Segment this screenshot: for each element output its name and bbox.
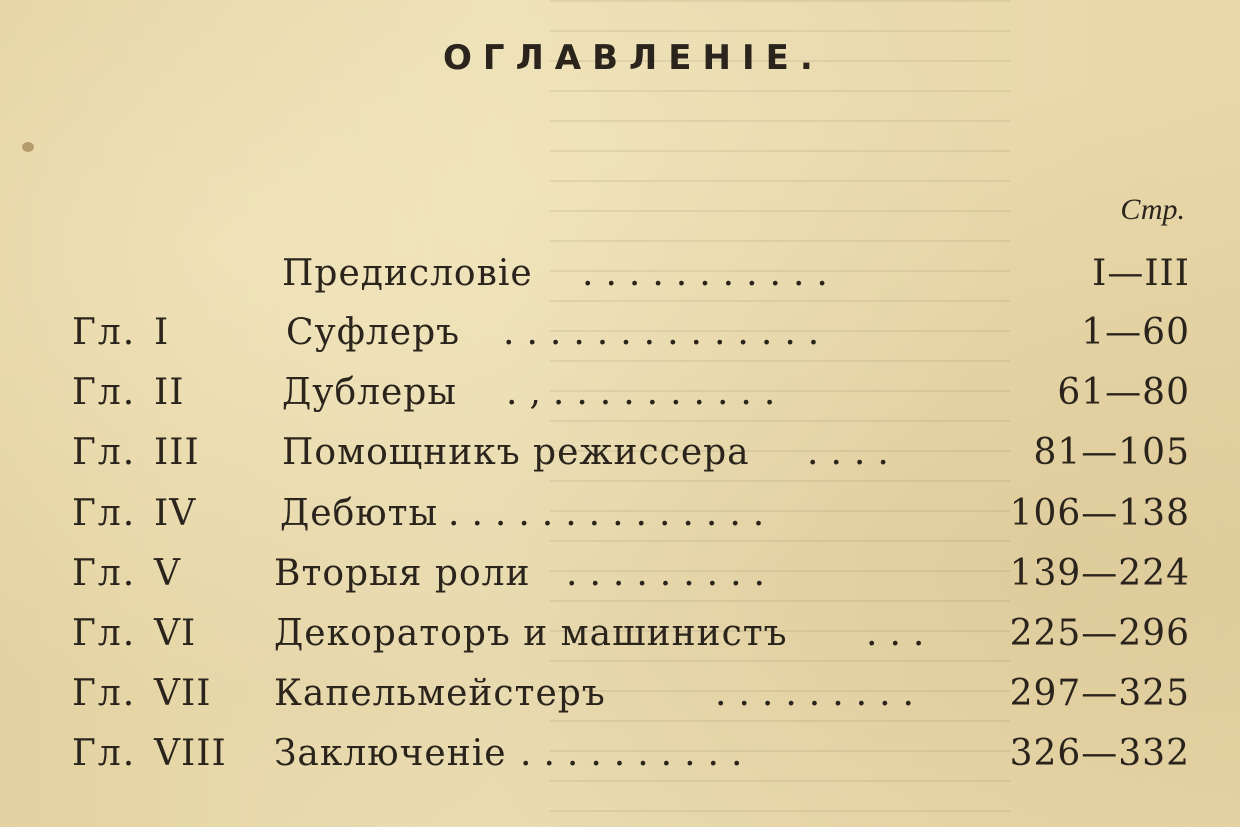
chapter-number: VII [154, 673, 212, 714]
chapter-prefix: Гл. [72, 673, 137, 714]
entry-title: Помощникъ режиссера [282, 432, 750, 473]
toc-entry-chapter-7 [0, 669, 1240, 719]
leader-dots: .............. [503, 312, 832, 353]
entry-title: Дебюты [280, 493, 439, 534]
entry-title: Декораторъ и машинистъ [274, 613, 788, 654]
entry-title: Заключеніе [274, 733, 507, 774]
entry-title: Предисловіе [282, 253, 533, 294]
leader-dots: .,.......... [506, 372, 788, 413]
page-range: 139—224 [1009, 553, 1190, 594]
chapter-prefix: Гл. [72, 312, 137, 353]
page-range: 61—80 [1057, 372, 1190, 413]
leader-dots: ......... [715, 673, 926, 714]
chapter-prefix: Гл. [72, 493, 137, 534]
entry-title: Дублеры [282, 372, 457, 413]
entry-title: Капельмейстеръ [274, 673, 606, 714]
page-column-label: Стр. [1120, 193, 1185, 226]
leader-dots: ......... [566, 553, 777, 594]
entry-title: Суфлеръ [286, 312, 461, 353]
toc-entry-chapter-6 [0, 609, 1240, 659]
chapter-number: VIII [154, 733, 227, 774]
leader-dots: .... [807, 432, 901, 473]
page-range: 326—332 [1009, 733, 1190, 774]
leader-dots: .......... [520, 733, 755, 774]
chapter-number: V [154, 553, 181, 594]
leader-dots: ... [866, 613, 937, 654]
toc-entry-chapter-2 [0, 368, 1240, 418]
page-range: I—III [1092, 253, 1190, 294]
chapter-number: VI [154, 613, 197, 654]
toc-entry-chapter-3 [0, 428, 1240, 478]
toc-entry-chapter-8 [0, 729, 1240, 779]
leader-dots: .............. [448, 493, 777, 534]
page-title: ОГЛАВЛЕНІЕ. [443, 38, 824, 78]
chapter-number: I [154, 312, 170, 353]
chapter-prefix: Гл. [72, 733, 137, 774]
page-range: 81—105 [1033, 432, 1190, 473]
chapter-number: III [154, 432, 200, 473]
chapter-prefix: Гл. [72, 613, 137, 654]
chapter-number: II [154, 372, 185, 413]
chapter-prefix: Гл. [72, 553, 137, 594]
page-range: 225—296 [1009, 613, 1190, 654]
leader-dots: ........... [582, 253, 840, 294]
toc-entry-chapter-1 [0, 308, 1240, 358]
entry-title: Вторыя роли [274, 553, 531, 594]
page-range: 297—325 [1009, 673, 1190, 714]
chapter-prefix: Гл. [72, 432, 137, 473]
toc-entry-preface [0, 249, 1240, 299]
toc-entry-chapter-5 [0, 549, 1240, 599]
chapter-number: IV [154, 493, 197, 534]
chapter-prefix: Гл. [72, 372, 137, 413]
page-range: 106—138 [1009, 493, 1190, 534]
page-range: 1—60 [1081, 312, 1190, 353]
toc-entry-chapter-4 [0, 489, 1240, 539]
